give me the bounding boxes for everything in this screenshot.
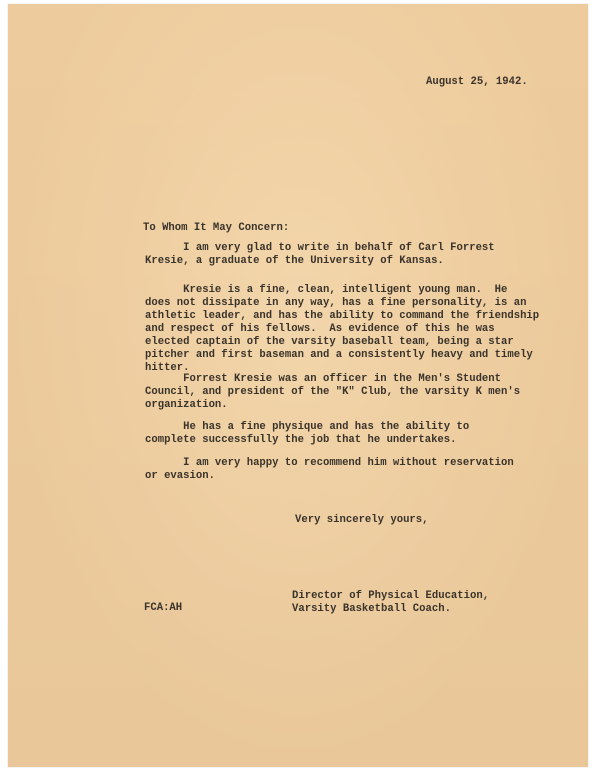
letter-page: [8, 4, 588, 767]
salutation: To Whom It May Concern:: [143, 222, 290, 234]
reference-initials: FCA:AH: [144, 602, 183, 614]
paragraph-4: [145, 421, 475, 447]
paragraph-line: I am very glad to write in behalf of Carl Forrest: [145, 242, 495, 254]
paragraph-line: I am very happy to recommend him without reservation: [145, 457, 514, 469]
paragraph-line: Forrest Kresie was an officer in the Men's Student: [145, 373, 502, 385]
signature-title-1: Director of Physical Education,: [292, 590, 490, 602]
paragraph-line: elected captain of the varsity baseball team, being a star: [145, 336, 514, 348]
paragraph-3: [145, 373, 521, 412]
paragraph-2: [145, 284, 540, 375]
paragraph-line: Kresie, a graduate of the University of Kansas.: [145, 255, 444, 267]
signature-title-2: Varsity Basketball Coach.: [292, 603, 451, 615]
paragraph-line: complete successfully the job that he undertakes.: [145, 434, 457, 446]
paragraph-line: Kresie is a fine, clean, intelligent young man. He: [145, 284, 508, 296]
paragraph-line: pitcher and first baseman and a consistently heavy and timely: [145, 349, 533, 361]
paragraph-line: and respect of his fellows. As evidence of this he was: [145, 323, 495, 335]
paragraph-line: does not dissipate in any way, has a fine personality, is an: [145, 297, 527, 309]
letter-date: August 25, 1942.: [426, 76, 528, 88]
paragraph-line: hitter.: [145, 362, 190, 374]
paragraph-line: athletic leader, and has the ability to command the friendship: [145, 310, 540, 322]
paragraph-1: [145, 242, 495, 268]
paragraph-line: or evasion.: [145, 470, 215, 482]
closing: Very sincerely yours,: [295, 514, 429, 526]
paragraph-line: organization.: [145, 399, 228, 411]
paragraph-5: [145, 457, 514, 483]
paragraph-line: Council, and president of the "K" Club, the varsity K men's: [145, 386, 521, 398]
paragraph-line: He has a fine physique and has the ability to: [145, 421, 470, 433]
